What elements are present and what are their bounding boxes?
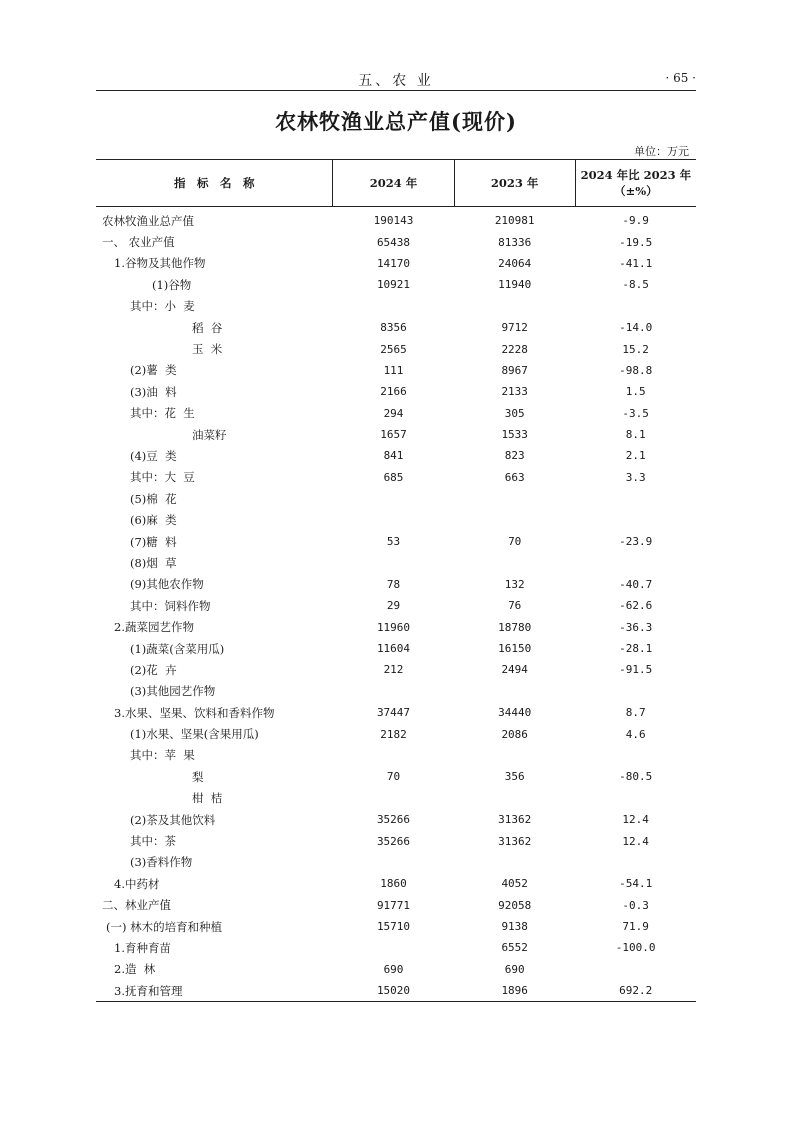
table-row [96, 253, 696, 274]
value-2024: 14170 [376, 256, 411, 270]
table-row [96, 467, 696, 488]
value-2024 [333, 937, 454, 958]
table-row [96, 403, 696, 424]
value-change [575, 959, 696, 980]
row-label: (4)豆 类 [130, 448, 177, 463]
value-2023: 76 [508, 599, 522, 613]
table-row [96, 959, 696, 980]
value-change [575, 509, 696, 530]
value-2024 [333, 296, 454, 317]
value-change: 8.7 [625, 706, 646, 720]
value-2024: 11960 [376, 620, 411, 634]
table-row [96, 723, 696, 744]
row-label: (2)薯 类 [130, 363, 177, 378]
page-header [96, 68, 696, 90]
header-rule [96, 90, 696, 91]
row-label: 玉 米 [192, 342, 223, 357]
table-row [96, 381, 696, 402]
value-2023 [454, 488, 575, 509]
value-2023 [454, 296, 575, 317]
value-2023: 2494 [501, 663, 528, 677]
value-2023 [454, 788, 575, 809]
value-2024: 15710 [376, 920, 411, 934]
value-change: -23.9 [619, 535, 653, 549]
column-header-indicator: 指 标 名 称 [96, 160, 333, 207]
value-2023: 81336 [498, 235, 532, 249]
value-change: -28.1 [619, 642, 653, 655]
table-row [96, 207, 696, 232]
table-row [96, 574, 696, 595]
row-label: 2.造 林 [114, 962, 156, 977]
value-2023: 6552 [501, 941, 528, 955]
table-title: 农林牧渔业总产值(现价) [275, 109, 517, 134]
table-row [96, 595, 696, 616]
table-row [96, 445, 696, 466]
value-2024: 37447 [376, 706, 411, 720]
row-label: (2)花 卉 [130, 662, 177, 677]
value-2024 [333, 552, 454, 573]
table-row [96, 317, 696, 338]
table-row [96, 766, 696, 787]
section-title: 五、农 业 [358, 73, 434, 89]
table-row [96, 531, 696, 552]
row-label: (9)其他农作物 [130, 577, 204, 592]
value-change: 15.2 [622, 342, 649, 356]
table-row [96, 681, 696, 702]
value-2023: 31362 [498, 834, 532, 848]
value-change: -80.5 [619, 770, 653, 784]
value-change [575, 552, 696, 573]
value-2024: 91771 [376, 898, 411, 912]
value-change: -91.5 [619, 663, 653, 677]
value-change: 71.9 [622, 920, 649, 934]
row-label: 3.水果、坚果、饮料和香料作物 [114, 705, 275, 720]
value-2024: 35266 [376, 813, 411, 827]
value-2024: 15020 [333, 980, 454, 1002]
table-row [96, 937, 696, 958]
value-2023: 11940 [498, 278, 532, 292]
value-2023 [454, 745, 575, 766]
value-2024: 294 [383, 406, 404, 420]
row-label: (1)谷物 [152, 277, 192, 292]
value-2023: 2133 [501, 385, 528, 399]
row-label: 二、林业产值 [102, 898, 171, 913]
table-row [96, 788, 696, 809]
table-row [96, 616, 696, 637]
value-2024: 35266 [376, 834, 411, 848]
value-2024 [333, 745, 454, 766]
page-number: · 65 · [665, 71, 696, 85]
value-2024: 10921 [376, 278, 411, 292]
row-label: 其中：苹 果 [130, 748, 195, 763]
table-row [96, 231, 696, 252]
value-change: -0.3 [622, 898, 649, 912]
row-label: 4.中药材 [114, 876, 160, 891]
table-row [96, 488, 696, 509]
table-row [96, 980, 696, 1002]
value-change: -8.5 [622, 278, 649, 292]
value-2023: 34440 [498, 706, 532, 720]
value-2024: 78 [386, 577, 401, 591]
unit-label: 单位：万元 [634, 145, 689, 158]
row-label: (3)其他园艺作物 [130, 684, 216, 699]
value-2023: 305 [504, 406, 525, 420]
value-change: 692.2 [575, 980, 696, 1002]
value-2024: 11604 [376, 642, 411, 655]
value-2024: 65438 [376, 235, 411, 249]
value-2023: 8967 [501, 363, 528, 377]
output-value-table [96, 159, 696, 1002]
value-2023: 9712 [501, 321, 528, 335]
value-2024: 2565 [380, 342, 407, 356]
value-change [575, 788, 696, 809]
table-row [96, 916, 696, 937]
value-2024 [333, 852, 454, 873]
value-2023 [454, 681, 575, 702]
table-row [96, 360, 696, 381]
value-2024: 53 [386, 535, 401, 549]
value-change: -41.1 [619, 256, 653, 270]
table-header-row [96, 160, 696, 207]
table-row [96, 895, 696, 916]
value-2023: 132 [504, 577, 525, 591]
value-change: -54.1 [619, 877, 653, 891]
row-label: 稻 谷 [192, 320, 223, 335]
table-row [96, 659, 696, 680]
value-2024: 190143 [373, 214, 414, 228]
value-2024: 8356 [380, 321, 407, 335]
change-header-line2: （±%） [614, 184, 658, 198]
value-2024: 841 [383, 449, 404, 463]
row-label: (5)棉 花 [130, 491, 177, 506]
value-2023: 92058 [498, 898, 532, 912]
table-row [96, 873, 696, 894]
table-body [96, 207, 696, 1002]
table-row [96, 852, 696, 873]
value-2024: 29 [386, 599, 401, 613]
value-2024: 212 [383, 663, 404, 677]
value-change: -100.0 [615, 941, 656, 955]
row-label: 其中：小 麦 [130, 299, 195, 314]
row-label: 油菜籽 [192, 427, 227, 442]
value-change: 4.6 [625, 727, 646, 741]
column-header-change [575, 160, 696, 207]
column-header-2024: 2024 年 [333, 160, 454, 207]
value-2024 [333, 788, 454, 809]
value-change: -62.6 [619, 599, 653, 613]
value-change [575, 745, 696, 766]
value-2023 [454, 852, 575, 873]
value-2024: 1657 [380, 428, 407, 442]
row-label: 其中：大 豆 [130, 470, 195, 485]
value-2023: 210981 [494, 214, 535, 228]
row-label: (2)茶及其他饮料 [130, 812, 216, 827]
value-2023: 24064 [498, 256, 532, 270]
value-2024: 2166 [380, 385, 407, 399]
row-label: (8)烟 草 [130, 555, 177, 570]
value-2024 [333, 488, 454, 509]
value-change [575, 296, 696, 317]
value-2023: 70 [508, 535, 522, 549]
table-row [96, 552, 696, 573]
value-2023: 2228 [501, 342, 528, 356]
row-label: 梨 [192, 769, 204, 784]
value-2024: 685 [383, 470, 404, 484]
value-change: -98.8 [619, 363, 653, 377]
table-row [96, 702, 696, 723]
value-change: 2.1 [625, 449, 646, 463]
row-label: (1)水果、坚果(含果用瓜) [130, 727, 259, 742]
table-row [96, 509, 696, 530]
table-row [96, 638, 696, 659]
value-2023: 9138 [501, 920, 528, 934]
value-change: -3.5 [622, 406, 649, 420]
row-label: 其中：花 生 [130, 406, 195, 421]
row-label: 柑 桔 [192, 791, 223, 806]
value-2023: 690 [504, 962, 525, 976]
value-2023: 663 [504, 470, 525, 484]
value-change: 8.1 [625, 428, 646, 442]
row-label: 2.蔬菜园艺作物 [114, 620, 194, 635]
value-change [575, 681, 696, 702]
table-row [96, 338, 696, 359]
row-label: 一、 农业产值 [102, 235, 175, 250]
value-2023 [454, 552, 575, 573]
value-change: 1.5 [625, 385, 646, 399]
table-row [96, 830, 696, 851]
value-2023 [454, 509, 575, 530]
column-header-change-label [576, 167, 696, 199]
row-label: 1.谷物及其他作物 [114, 256, 206, 271]
value-2024 [333, 509, 454, 530]
value-2023: 1896 [454, 980, 575, 1002]
value-2024: 690 [383, 962, 404, 976]
value-change: -9.9 [622, 214, 649, 228]
value-2023: 16150 [498, 642, 532, 655]
row-label: (3)香料作物 [130, 855, 193, 870]
value-2024 [333, 681, 454, 702]
table-row [96, 809, 696, 830]
table-row [96, 745, 696, 766]
row-label: 农林牧渔业总产值 [102, 213, 194, 228]
value-2023: 823 [504, 449, 525, 463]
value-2023: 18780 [498, 620, 532, 634]
table-row [96, 274, 696, 295]
value-2024: 111 [383, 363, 404, 377]
value-2023: 356 [504, 770, 525, 784]
row-label: (1)蔬菜(含菜用瓜) [130, 641, 225, 656]
value-2024: 1860 [380, 877, 407, 891]
value-change [575, 852, 696, 873]
value-2023: 1533 [501, 428, 528, 442]
value-2023: 2086 [501, 727, 528, 741]
table-row [96, 424, 696, 445]
row-label: (3)油 料 [130, 384, 177, 399]
value-change: -14.0 [619, 321, 653, 335]
value-2023: 4052 [501, 877, 528, 891]
row-label: 3.抚育和管理 [96, 980, 333, 1002]
row-label: (6)麻 类 [130, 513, 177, 528]
value-change: -40.7 [619, 577, 653, 591]
column-header-2023: 2023 年 [454, 160, 575, 207]
value-change: -19.5 [619, 235, 653, 249]
value-2024: 2182 [380, 727, 407, 741]
row-label: (一) 林木的培育和种植 [106, 919, 223, 934]
change-header-line1: 2024 年比 2023 年 [580, 168, 692, 182]
row-label: 其中：饲料作物 [130, 598, 211, 613]
value-change [575, 488, 696, 509]
value-change: 12.4 [622, 834, 649, 848]
value-change: 12.4 [622, 813, 649, 827]
row-label: (7)糖 料 [130, 534, 177, 549]
value-2024: 70 [386, 770, 401, 784]
value-change: 3.3 [625, 470, 646, 484]
table-row [96, 296, 696, 317]
value-change: -36.3 [619, 620, 653, 634]
value-2023: 31362 [498, 813, 532, 827]
row-label: 其中：茶 [130, 834, 176, 849]
row-label: 1.育种育苗 [114, 940, 171, 955]
